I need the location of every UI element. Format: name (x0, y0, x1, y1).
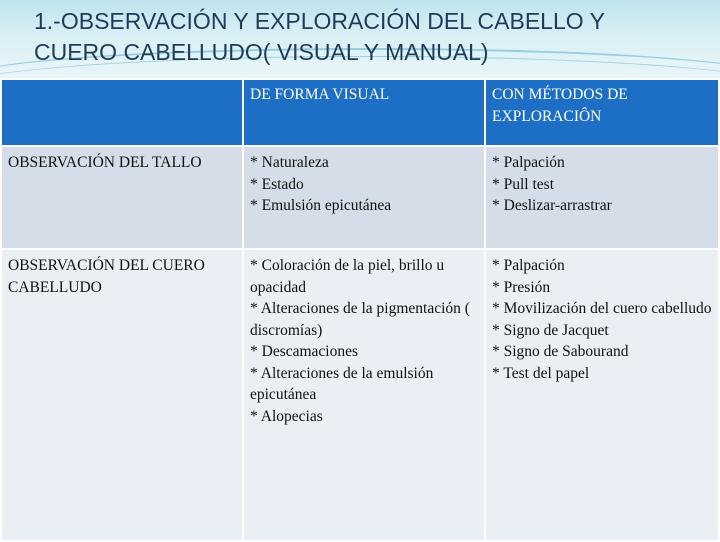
row-label: OBSERVACIÓN DEL TALLO (1, 146, 243, 249)
table-row (1, 146, 719, 249)
table-row (1, 249, 719, 541)
slide-title-line-1: 1.-OBSERVACIÓN Y EXPLORACIÓN DEL CABELLO Y (34, 8, 605, 34)
list-item: * Estado (250, 175, 304, 193)
header-cell-methods: CON MÉTODOS DE EXPLORACIÔN (485, 79, 719, 146)
header-cell-visual: DE FORMA VISUAL (243, 79, 485, 146)
methods-cell (485, 146, 719, 249)
list-item: * Emulsión epicutánea (250, 197, 392, 214)
slide-title (34, 6, 694, 68)
list-item: * Presión (492, 278, 551, 296)
list-item: * Deslizar-arrastrar (492, 197, 612, 214)
list-item: * Palpación (492, 257, 565, 274)
title-band (0, 0, 720, 80)
list-item: * Alopecias (250, 407, 323, 425)
list-item: * Alteraciones de la emulsión epicutánea (250, 364, 434, 403)
list-item: * Pull test (492, 175, 555, 193)
list-item: * Coloración de la piel, brillo u opacidad (250, 257, 445, 296)
list-item: * Signo de Jacquet (492, 321, 609, 339)
list-item: * Movilización del cuero cabelludo (492, 300, 712, 317)
row-label: OBSERVACIÓN DEL CUERO CABELLUDO (1, 249, 243, 541)
list-item: * Signo de Sabourand (492, 343, 629, 360)
visual-cell (243, 249, 485, 541)
list-item: * Alteraciones de la pigmentación ( discromías) (250, 300, 470, 339)
list-item: * Palpación (492, 154, 565, 171)
list-item: * Descamaciones (250, 343, 359, 360)
exploration-table (0, 78, 720, 542)
visual-cell (243, 146, 485, 249)
list-item: * Test del papel (492, 364, 590, 382)
slide-title-line-2: CUERO CABELLUDO( VISUAL Y MANUAL) (34, 39, 489, 65)
list-item: * Naturaleza (250, 154, 329, 171)
methods-cell (485, 249, 719, 541)
table-header-row (1, 79, 719, 146)
header-cell-empty (1, 79, 243, 146)
